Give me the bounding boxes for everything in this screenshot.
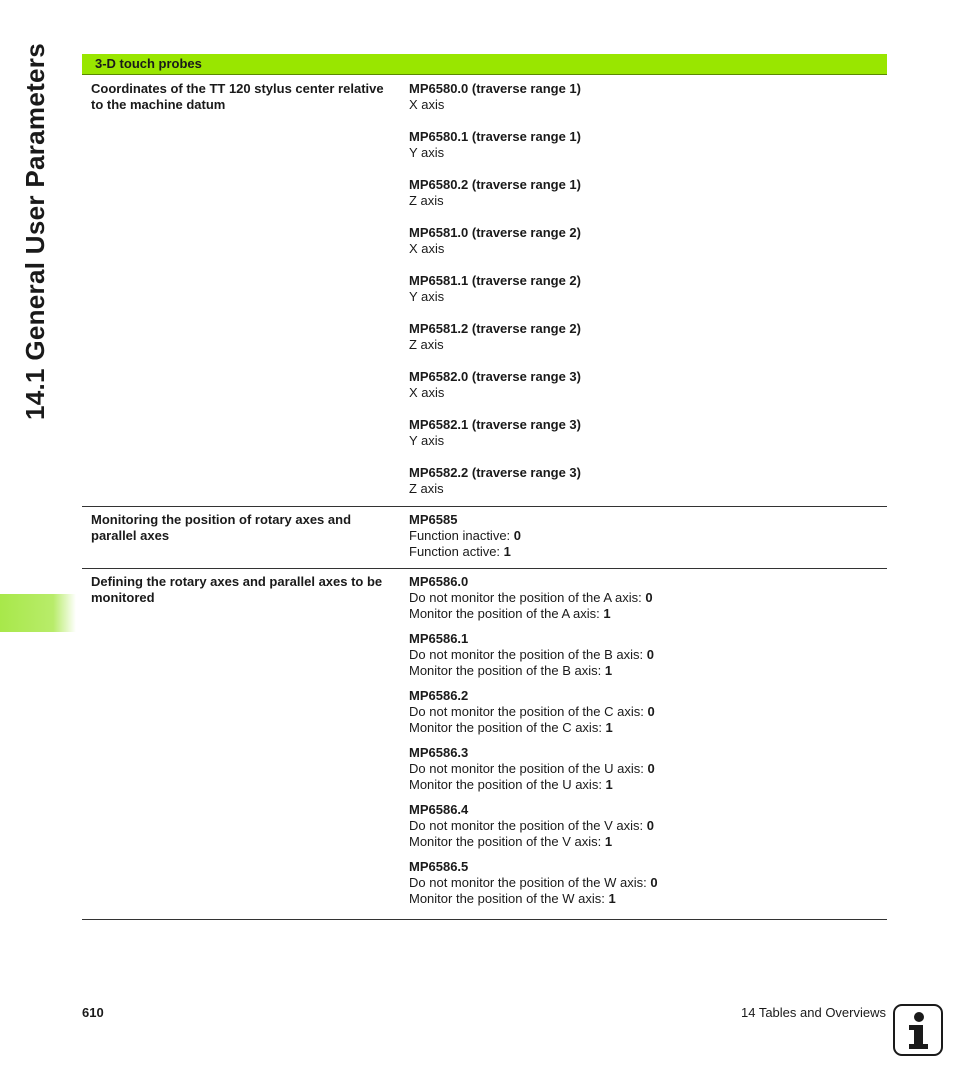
parameter-row [82, 75, 887, 507]
parameter-name: MP6582.2 (traverse range 3) [409, 465, 581, 480]
parameter-value-line: X axis [409, 385, 445, 400]
parameter-value-line: Monitor the position of the V axis: 1 [409, 834, 613, 849]
parameter-name: MP6586.5 [409, 859, 469, 874]
parameter-row [82, 569, 887, 920]
parameter-entry [409, 859, 879, 907]
parameter-entry [409, 631, 879, 679]
parameter-value-line: X axis [409, 97, 445, 112]
parameter-value-line: Do not monitor the position of the V axis: 0 [409, 818, 654, 833]
parameter-value-line: Z axis [409, 337, 444, 352]
row-description: Defining the rotary axes and parallel axes to be monitored [91, 574, 383, 605]
info-icon [893, 1004, 943, 1056]
parameter-row [82, 507, 887, 569]
parameter-entry [409, 802, 879, 850]
parameter-entry [409, 465, 879, 497]
parameter-entry [409, 321, 879, 353]
parameter-entry [409, 225, 879, 257]
parameter-value-line: Z axis [409, 193, 444, 208]
footer-chapter-title: 14 Tables and Overviews [740, 1005, 886, 1020]
parameter-name: MP6581.1 (traverse range 2) [409, 273, 581, 288]
parameter-name: MP6581.0 (traverse range 2) [409, 225, 581, 240]
parameter-value-line: Do not monitor the position of the C axis: 0 [409, 704, 655, 719]
parameter-entry [409, 177, 879, 209]
parameter-entry [409, 129, 879, 161]
parameter-value-line: Function inactive: 0 [409, 528, 522, 543]
parameter-entry [409, 512, 879, 560]
page-number: 610 [82, 1005, 104, 1020]
parameter-name: MP6580.1 (traverse range 1) [409, 129, 581, 144]
row-parameters [409, 574, 879, 907]
parameter-entry [409, 574, 879, 622]
row-description: Monitoring the position of rotary axes and parallel axes [91, 512, 352, 543]
parameter-name: MP6580.2 (traverse range 1) [409, 177, 581, 192]
parameter-name: MP6586.2 [409, 688, 469, 703]
parameter-name: MP6586.3 [409, 745, 469, 760]
parameter-name: MP6586.0 [409, 574, 469, 589]
chapter-side-title [10, 42, 60, 420]
parameter-name: MP6581.2 (traverse range 2) [409, 321, 581, 336]
parameter-value-line: Z axis [409, 481, 444, 496]
chapter-side-title-text: 14.1 General User Parameters [19, 42, 50, 420]
parameter-value-line: Monitor the position of the U axis: 1 [409, 777, 613, 792]
parameter-entry [409, 688, 879, 736]
parameter-entry [409, 273, 879, 305]
parameter-entry [409, 369, 879, 401]
parameter-name: MP6586.1 [409, 631, 469, 646]
parameter-name: MP6586.4 [409, 802, 469, 817]
parameter-value-line: Do not monitor the position of the U axis: 0 [409, 761, 655, 776]
parameter-value-line: Monitor the position of the B axis: 1 [409, 663, 613, 678]
parameter-value-line: Monitor the position of the C axis: 1 [409, 720, 613, 735]
parameter-name: MP6580.0 (traverse range 1) [409, 81, 581, 96]
parameter-value-line: Monitor the position of the W axis: 1 [409, 891, 616, 906]
parameter-value-line: Y axis [409, 433, 445, 448]
row-parameters [409, 512, 879, 560]
parameter-value-line: Function active: 1 [409, 544, 511, 559]
parameter-entry [409, 81, 879, 113]
row-parameters [409, 81, 879, 497]
parameter-name: MP6585 [409, 512, 458, 527]
section-header: 3-D touch probes [82, 54, 887, 75]
parameter-value-line: Y axis [409, 289, 445, 304]
chapter-thumb-tab [0, 594, 76, 632]
parameter-value-line: Y axis [409, 145, 445, 160]
parameter-value-line: Monitor the position of the A axis: 1 [409, 606, 611, 621]
parameter-value-line: Do not monitor the position of the W axis: 0 [409, 875, 658, 890]
parameter-name: MP6582.0 (traverse range 3) [409, 369, 581, 384]
parameter-name: MP6582.1 (traverse range 3) [409, 417, 581, 432]
parameter-value-line: X axis [409, 241, 445, 256]
parameter-value-line: Do not monitor the position of the A axis: 0 [409, 590, 653, 605]
row-description: Coordinates of the TT 120 stylus center relative to the machine datum [91, 81, 384, 112]
parameter-value-line: Do not monitor the position of the B axis: 0 [409, 647, 654, 662]
parameter-entry [409, 417, 879, 449]
parameter-entry [409, 745, 879, 793]
